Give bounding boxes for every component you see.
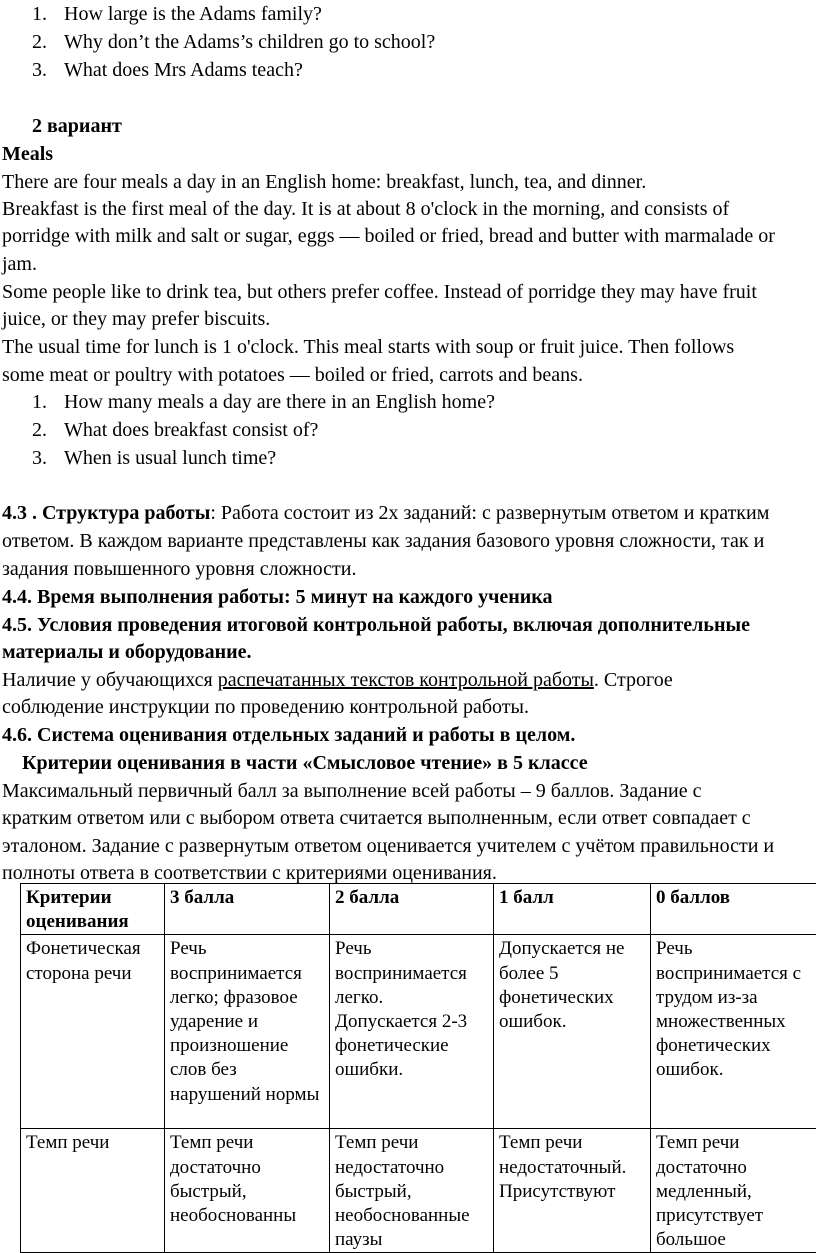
meals-line: Breakfast is the first meal of the day. It is at about 8 o'clock in the morning, and consists of — [2, 198, 730, 220]
meals-line: The usual time for lunch is 1 o'clock. This meal starts with soup or fruit juice. Then follows — [2, 336, 735, 358]
criteria-title: Критерии оценивания в части «Смысловое чтение» в 5 классе — [22, 752, 588, 774]
meals-line: some meat or poultry with potatoes — boiled or fried, carrots and beans. — [2, 364, 583, 386]
section-4-3-heading: 4.3 . Структура работы — [2, 502, 211, 524]
list-number: 1. — [32, 391, 47, 413]
section-4-4: 4.4. Время выполнения работы: 5 минут на каждого ученика — [2, 586, 553, 608]
meals-line: Some people like to drink tea, but others prefer coffee. Instead of porridge they may have fruit — [2, 281, 757, 303]
table-header-cell: 3 балла — [165, 884, 330, 935]
section-4-5-heading: материалы и оборудование. — [2, 641, 252, 663]
table-cell: Темп речи достаточно быстрый, необоснованны — [165, 1129, 330, 1253]
table-cell: Допускается не более 5 фонетических ошибок. — [494, 935, 651, 1129]
section-4-5-text: Наличие у обучающихся — [2, 669, 218, 691]
list-number: 2. — [32, 31, 47, 53]
criteria-table — [20, 883, 816, 1253]
question-text: What does Mrs Adams teach? — [64, 59, 303, 81]
table-header-cell: Критерии оценивания — [21, 884, 165, 935]
table-header-cell: 0 баллов — [651, 884, 816, 935]
meals-line: porridge with milk and salt or sugar, eggs — boiled or fried, bread and butter with marmalade or — [2, 225, 775, 247]
meals-title: Meals — [2, 143, 54, 165]
meals-line: There are four meals a day in an English home: breakfast, lunch, tea, and dinner. — [2, 171, 647, 193]
question-text: How large is the Adams family? — [64, 3, 322, 25]
section-4-3-text: : Работа состоит из 2х заданий: с развернутым ответом и кратким — [210, 502, 770, 524]
score-line: эталоном. Задание с развернутым ответом оценивается учителем с учётом правильности и — [2, 835, 775, 857]
table-cell: Речь воспринимается легко. Допускается 2-3 фонетические ошибки. — [330, 935, 494, 1129]
table-cell: Темп речи достаточно медленный, присутствует большое — [651, 1129, 816, 1253]
section-4-3-line: ответом. В каждом варианте представлены как задания базового уровня сложности, так и — [2, 530, 765, 552]
variant-heading: 2 вариант — [32, 115, 122, 137]
table-cell: Речь воспринимается легко; фразовое ударение и произношение слов без нарушений нормы — [165, 935, 330, 1129]
section-4-5-text: . Строгое — [593, 669, 673, 691]
table-cell: Речь воспринимается с трудом из-за множественных фонетических ошибок. — [651, 935, 816, 1129]
section-4-3 — [2, 499, 769, 527]
score-line: Максимальный первичный балл за выполнение всей работы – 9 баллов. Задание с — [2, 780, 702, 802]
score-line: полноты ответа в соответствии с критериями оценивания. — [2, 862, 497, 884]
table-header-row — [21, 884, 816, 935]
table-cell: Темп речи недостаточный. Присутствуют — [494, 1129, 651, 1253]
table-row — [21, 1129, 816, 1253]
table-cell: Фонетическая сторона речи — [21, 935, 165, 1129]
section-4-5-heading: 4.5. Условия проведения итоговой контрольной работы, включая дополнительные — [2, 614, 750, 636]
table-row — [21, 935, 816, 1129]
section-4-5-line: соблюдение инструкции по проведению контрольной работы. — [2, 696, 529, 718]
section-4-3-line: задания повышенного уровня сложности. — [2, 558, 357, 580]
question-text: When is usual lunch time? — [64, 447, 277, 469]
question-text: How many meals a day are there in an English home? — [64, 391, 495, 413]
meals-line: juice, or they may prefer biscuits. — [2, 308, 271, 330]
question-text: Why don’t the Adams’s children go to school? — [64, 31, 436, 53]
section-4-5-body — [2, 666, 673, 694]
table-header-cell: 2 балла — [330, 884, 494, 935]
table-cell: Темп речи — [21, 1129, 165, 1253]
underlined-text: распечатанных текстов контрольной работы — [217, 669, 594, 691]
list-number: 3. — [32, 59, 47, 81]
list-number: 2. — [32, 419, 47, 441]
meals-line: jam. — [2, 253, 37, 275]
question-text: What does breakfast consist of? — [64, 419, 319, 441]
table-cell: Темп речи недостаточно быстрый, необоснованные паузы — [330, 1129, 494, 1253]
list-number: 3. — [32, 447, 47, 469]
list-number: 1. — [32, 3, 47, 25]
section-4-6: 4.6. Система оценивания отдельных заданий и работы в целом. — [2, 724, 576, 746]
score-line: кратким ответом или с выбором ответа считается выполненным, если ответ совпадает с — [2, 807, 751, 829]
table-header-cell: 1 балл — [494, 884, 651, 935]
